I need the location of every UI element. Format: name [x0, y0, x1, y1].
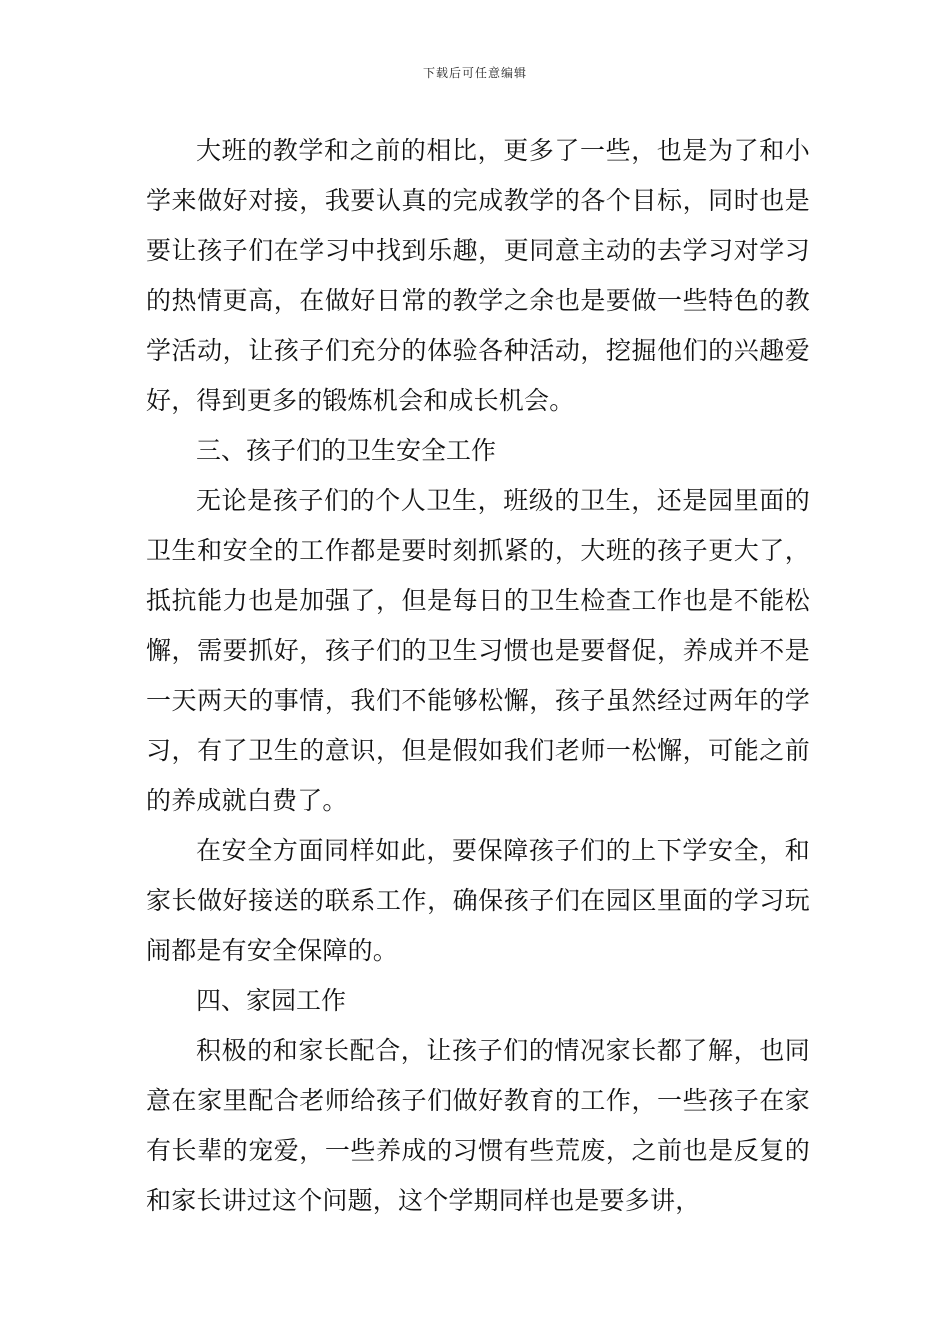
paragraph-teaching: 大班的教学和之前的相比，更多了一些，也是为了和小学来做好对接，我要认真的完成教学的各个目标，同时也是要让孩子们在学习中找到乐趣，更同意主动的去学习对学习的热情更高，在做好日常的教学之余也是要做一些特色的教学活动，让孩子们充分的体验各种活动，挖掘他们的兴趣爱好，得到更多的锻炼机会和成长机会。 — [146, 136, 810, 415]
page-header-note: 下载后可任意编辑 — [422, 66, 527, 80]
section-heading-home-school: 四、家园工作 — [196, 986, 347, 1015]
paragraph-home-school: 积极的和家长配合，让孩子们的情况家长都了解，也同意在家里配合老师给孩子们做好教育的工作，一些孩子在家有长辈的宠爱，一些养成的习惯有些荒废，之前也是反复的和家长讲过这个问题，这个学期同样也是要多讲， — [146, 1036, 810, 1215]
paragraph-hygiene: 无论是孩子们的个人卫生，班级的卫生，还是园里面的卫生和安全的工作都是要时刻抓紧的，大班的孩子更大了，抵抗能力也是加强了，但是每日的卫生检查工作也是不能松懈，需要抓好，孩子们的卫生习惯也是要督促，养成并不是一天两天的事情，我们不能够松懈，孩子虽然经过两年的学习，有了卫生的意识，但是假如我们老师一松懈，可能之前的养成就白费了。 — [146, 486, 810, 815]
section-heading-hygiene-safety: 三、孩子们的卫生安全工作 — [196, 436, 497, 465]
paragraph-safety: 在安全方面同样如此，要保障孩子们的上下学安全，和家长做好接送的联系工作，确保孩子们在园区里面的学习玩闹都是有安全保障的。 — [146, 836, 810, 965]
document-body — [146, 126, 810, 1226]
